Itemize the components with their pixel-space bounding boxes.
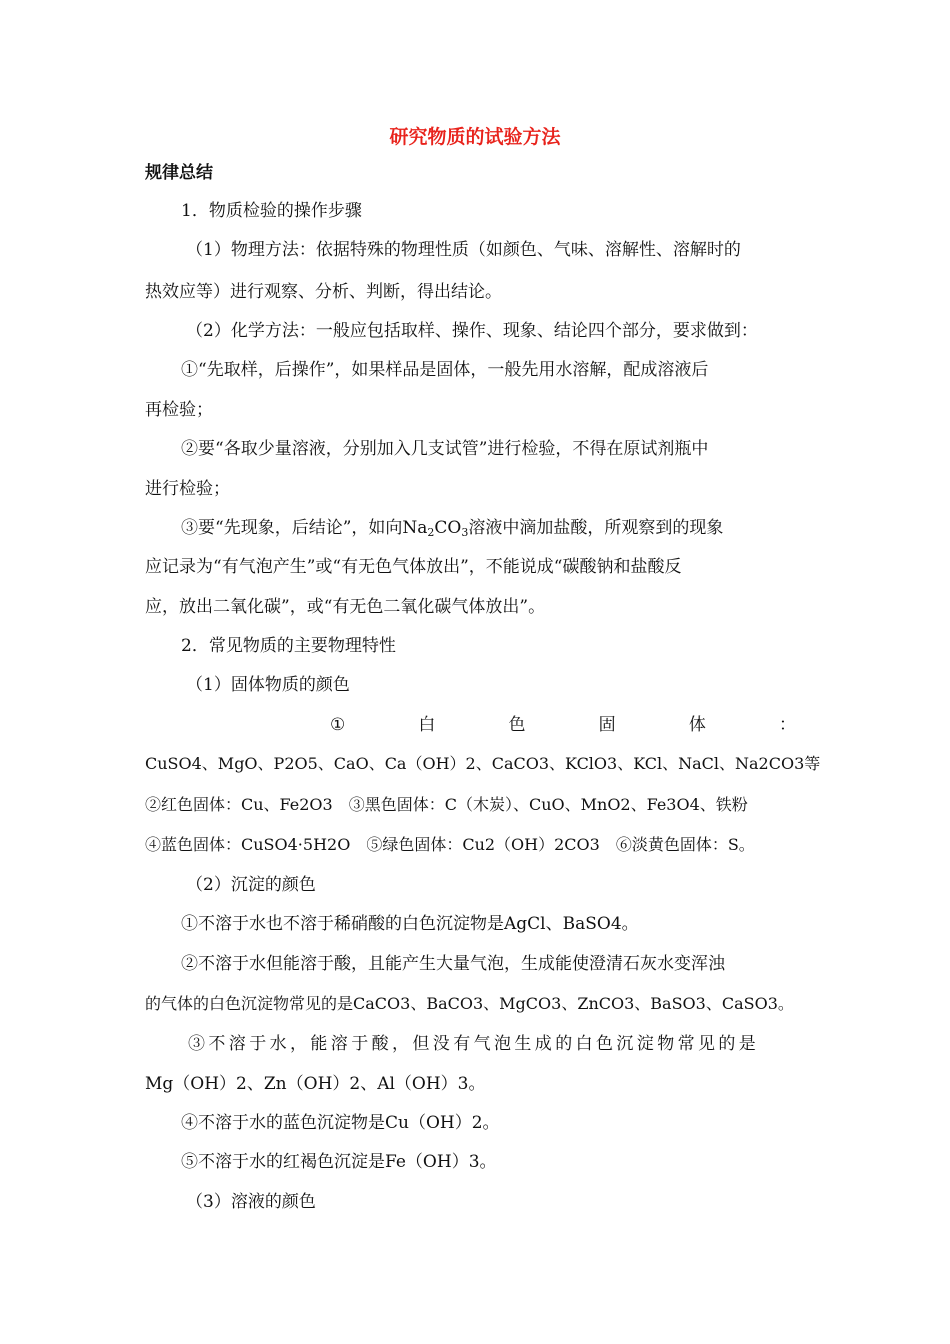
rule-1-line-2: 再检验； bbox=[145, 400, 213, 420]
red-black-solid-line: ②红色固体：Cu、Fe2O3 ③黑色固体：C（木炭）、CuO、MnO2、Fe3O4、铁粉 bbox=[145, 795, 748, 814]
physical-method-line-2: 热效应等）进行观察、分析、判断，得出结论。 bbox=[145, 282, 502, 302]
white-solid-char: 色 bbox=[508, 715, 526, 735]
section-heading: 规律总结 bbox=[145, 163, 213, 183]
rule-3-line-1: ③要“先现象，后结论”，如向$Na_2CO_3$溶液中滴加盐酸，所观察到的现象 bbox=[181, 518, 724, 539]
precipitate-5: ⑤不溶于水的红褐色沉淀是Fe（OH）3。 bbox=[181, 1152, 497, 1172]
chemical-method-line: （2）化学方法：一般应包括取样、操作、现象、结论四个部分，要求做到： bbox=[186, 321, 758, 341]
rule-3-line-2: 应记录为“有气泡产生”或“有无色气体放出”，不能说成“碳酸钠和盐酸反 bbox=[145, 557, 682, 577]
precipitate-2-line-2: 的气体的白色沉淀物常见的是CaCO3、BaCO3、MgCO3、ZnCO3、BaSO3、CaSO3。 bbox=[145, 994, 794, 1013]
rule-3-text-pre: ③要“先现象，后结论”，如向Na bbox=[181, 518, 428, 538]
physical-method-line-1: （1）物理方法：依据特殊的物理性质（如颜色、气味、溶解性、溶解时的 bbox=[186, 240, 741, 260]
rule-3-text-post: 溶液中滴加盐酸，所观察到的现象 bbox=[468, 518, 724, 538]
solid-color-heading: （1）固体物质的颜色 bbox=[186, 675, 350, 695]
white-solid-list: CuSO4、MgO、P2O5、CaO、Ca（OH）2、CaCO3、KClO3、KCl、NaCl、Na2CO3等 bbox=[145, 754, 821, 773]
blue-green-yellow-solid-line: ④蓝色固体：CuSO4·5H2O ⑤绿色固体：Cu2（OH）2CO3 ⑥淡黄色固体：S。 bbox=[145, 835, 755, 854]
white-solid-char: ① bbox=[330, 715, 346, 735]
white-solid-char: 白 bbox=[418, 715, 436, 735]
rule-3-line-3: 应，放出二氧化碳”，或“有无色二氧化碳气体放出”。 bbox=[145, 597, 546, 617]
white-solid-char: ： bbox=[778, 715, 796, 735]
step-heading-1: 1．物质检验的操作步骤 bbox=[181, 201, 362, 221]
rule-3-text-mid: CO bbox=[434, 518, 462, 538]
white-solid-char: 体 bbox=[688, 715, 706, 735]
rule-2-line-1: ②要“各取少量溶液，分别加入几支试管”进行检验，不得在原试剂瓶中 bbox=[181, 439, 709, 459]
step-heading-2: 2．常见物质的主要物理特性 bbox=[181, 636, 396, 656]
precipitate-1: ①不溶于水也不溶于稀硝酸的白色沉淀物是AgCl、BaSO4。 bbox=[181, 914, 639, 934]
precipitate-3-line-1: ③不溶于水，能溶于酸，但没有气泡生成的白色沉淀物常见的是 bbox=[188, 1034, 760, 1054]
precipitate-2-line-1: ②不溶于水但能溶于酸，且能产生大量气泡，生成能使澄清石灰水变浑浊 bbox=[181, 954, 725, 974]
page-title: 研究物质的试验方法 bbox=[389, 126, 561, 148]
precipitate-4: ④不溶于水的蓝色沉淀物是Cu（OH）2。 bbox=[181, 1113, 500, 1133]
white-solid-label bbox=[330, 712, 796, 738]
rule-2-line-2: 进行检验； bbox=[145, 479, 230, 499]
rule-1-line-1: ①“先取样，后操作”，如果样品是固体，一般先用水溶解，配成溶液后 bbox=[181, 360, 709, 380]
precipitate-color-heading: （2）沉淀的颜色 bbox=[186, 875, 316, 895]
solution-color-heading: （3）溶液的颜色 bbox=[186, 1192, 316, 1212]
precipitate-3-line-2: Mg（OH）2、Zn（OH）2、Al（OH）3。 bbox=[145, 1074, 486, 1094]
white-solid-char: 固 bbox=[598, 715, 616, 735]
